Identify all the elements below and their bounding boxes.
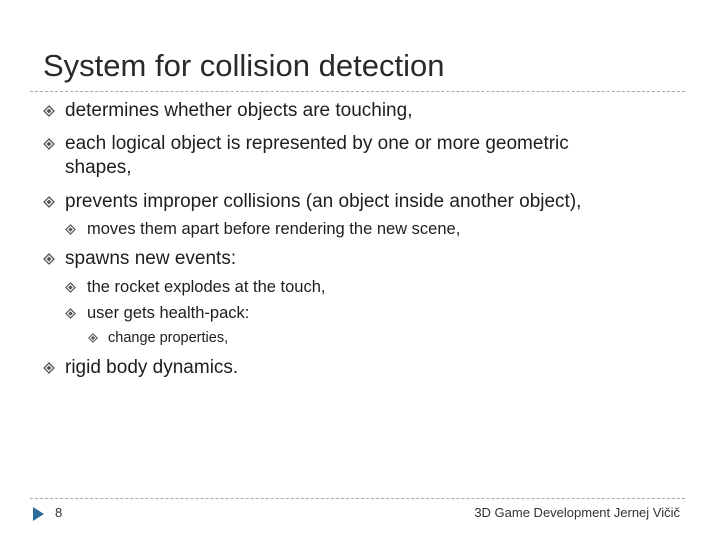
diamond-bullet-icon [65,282,77,294]
diamond-bullet-icon [88,333,100,345]
title-divider [30,91,685,92]
diamond-bullet-icon [65,308,77,320]
diamond-bullet-icon [43,362,55,374]
diamond-bullet-icon [65,224,77,236]
diamond-bullet-icon [43,196,55,208]
page-number: 8 [55,505,63,520]
sub-bullet-text: user gets health-pack: [87,304,250,322]
bullet-text: determines whether objects are touching, [65,100,413,121]
slide-title: System for collision detection [43,48,445,83]
sub-sub-bullet-text: change properties, [108,330,229,346]
footer-divider [30,498,685,499]
diamond-bullet-icon [43,138,55,150]
sub-bullet-text: the rocket explodes at the touch, [87,278,326,296]
diamond-bullet-icon [43,105,55,117]
sub-bullet-text: moves them apart before rendering the new scene, [87,220,461,238]
triangle-marker-icon [30,506,46,522]
bullet-text: each logical object is represented by one or more geometric [65,133,569,154]
bullet-text: prevents improper collisions (an object inside another object), [65,191,582,212]
footer-text: 3D Game Development Jernej Vičič [474,505,680,520]
bullet-text: rigid body dynamics. [65,357,239,378]
bullet-text: spawns new events: [65,248,237,269]
bullet-text-continuation: shapes, [65,157,132,178]
diamond-bullet-icon [43,253,55,265]
